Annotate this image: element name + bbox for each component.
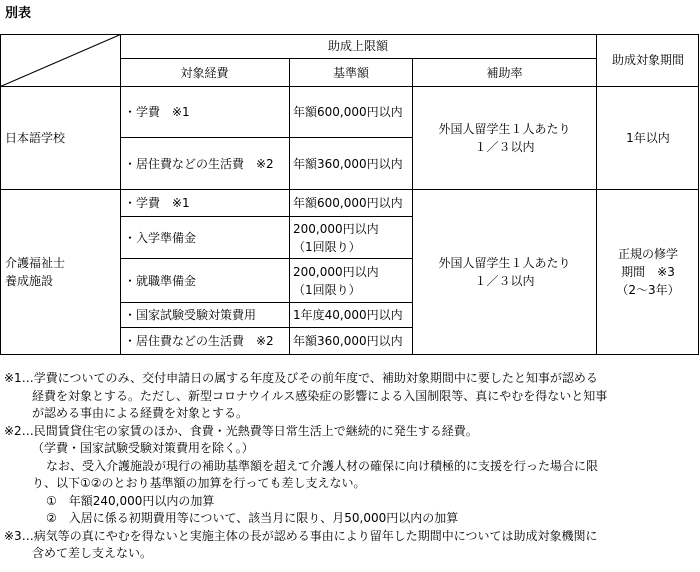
header-base-amount: 基準額	[332, 65, 369, 80]
base-line: 200,000円以内	[293, 265, 379, 279]
section2-period	[597, 190, 699, 354]
table-row-base	[293, 263, 412, 302]
table-row-base: 年額360,000円以内	[293, 156, 403, 171]
table-row-expense: ・学費 ※1	[124, 105, 190, 119]
rate-line: １／３以内	[474, 140, 535, 154]
table-row-base: 年額360,000円以内	[293, 334, 403, 348]
header-rate: 補助率	[486, 65, 523, 80]
footnotes	[4, 370, 696, 563]
base-line: 200,000円以内	[293, 222, 379, 236]
note-line: 含めて差し支えない。	[32, 546, 153, 560]
table-row-base: 年額600,000円以内	[293, 105, 403, 119]
header-period: 助成対象期間	[611, 53, 684, 67]
table-row-expense: ・就職準備金	[124, 273, 197, 288]
table-row-expense: ・入学準備金	[124, 230, 197, 245]
table-row-expense: ・学費 ※1	[124, 196, 190, 210]
note-line: が認める事由による経費を対象とする。	[32, 406, 249, 420]
section1-period: 1年以内	[626, 131, 670, 145]
header-subsidy-cap: 助成上限額	[327, 39, 388, 53]
note-line: ② 入居に係る初期費用等について、該当月に限り、月50,000円以内の加算	[46, 511, 459, 525]
section2-rate	[413, 190, 596, 354]
base-line: （1回限り）	[293, 240, 361, 254]
period-line: 正規の修学	[617, 247, 678, 261]
note-line: （学費・国家試験受験対策費用を除く。）	[32, 441, 254, 455]
note-line: ① 年額240,000円以内の加算	[46, 493, 215, 508]
rate-line: 外国人留学生１人あたり	[438, 256, 571, 270]
section-name-line: 介護福祉士	[5, 256, 66, 270]
note-line: ※1…学費についてのみ、交付申請日の属する年度及びその前年度で、補助対象期間中に要したと知事が認める	[4, 371, 598, 385]
page-title: 別表	[5, 6, 32, 21]
rate-line: １／３以内	[474, 274, 535, 288]
note-line: ※2…民間賃貸住宅の家賃のほか、食費・光熱費等日常生活上で継続的に発生する経費。	[4, 423, 478, 438]
period-line: （2～3年）	[616, 283, 680, 297]
note-line: なお、受入介護施設が現行の補助基準額を超えて介護人材の確保に向け積極的に支援を行った場合に限	[46, 458, 599, 473]
rate-line: 外国人留学生１人あたり	[438, 122, 571, 136]
table-row-base	[293, 220, 412, 258]
base-line: （1回限り）	[293, 283, 361, 297]
table-row-base: 1年度40,000円以内	[293, 308, 403, 322]
section-care-facility-name	[5, 190, 119, 354]
table-row-base: 年額600,000円以内	[293, 196, 403, 210]
section-name-line: 養成施設	[5, 274, 54, 288]
header-expense: 対象経費	[180, 65, 229, 80]
table-row-expense: ・居住費などの生活費 ※2	[124, 334, 274, 348]
section-japanese-school-name: 日本語学校	[5, 131, 66, 145]
note-line: 経費を対象とする。ただし、新型コロナウイルス感染症の影響による入国制限等、真にやむを得ないと知事	[32, 388, 608, 403]
note-line: ※3…病気等の真にやむを得ないと実施主体の長が認める事由により留年した期間中については助成対象機関に	[4, 528, 598, 543]
section1-rate	[413, 87, 596, 189]
note-line: り、以下①②のとおり基準額の加算を行っても差し支えない。	[32, 476, 366, 490]
table-row-expense: ・国家試験受験対策費用	[124, 308, 257, 322]
table-row-expense: ・居住費などの生活費 ※2	[124, 156, 274, 171]
period-line: 期間 ※3	[621, 265, 675, 279]
